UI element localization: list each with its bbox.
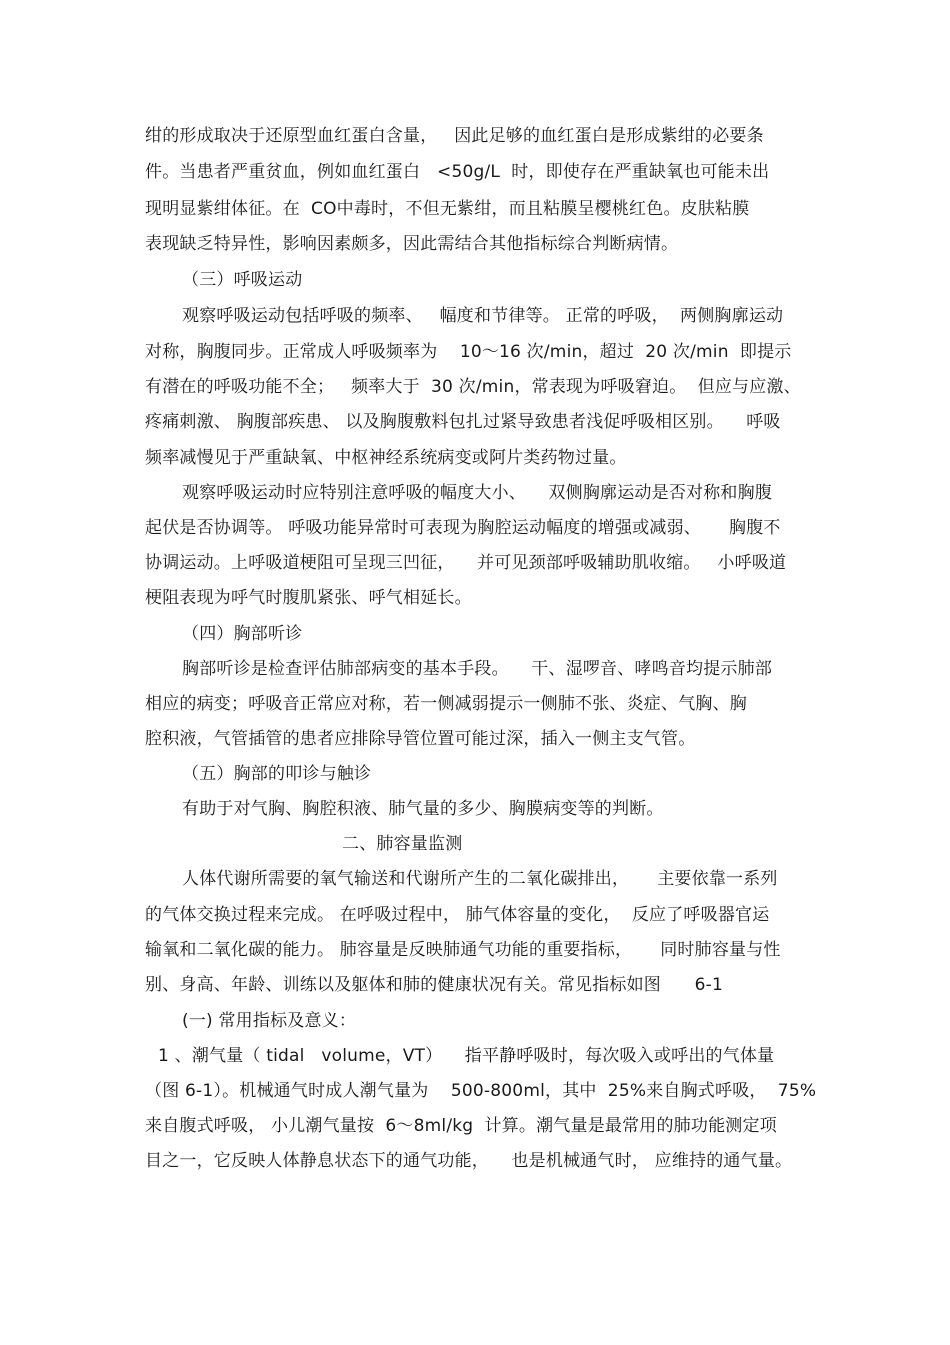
paragraph-line: 对称，胸腹同步。正常成人呼吸频率为 10～16 次/min，超过 20 次/min 即提示 [145,342,792,362]
paragraph-line: 频率减慢见于严重缺氧、中枢神经系统病变或阿片类药物过量。 [145,448,627,468]
paragraph-line: 人体代谢所需要的氧气输送和代谢所产生的二氧化碳排出， 主要依靠一系列 [182,869,778,889]
chapter-heading: 二、肺容量监测 [342,834,463,854]
paragraph-line: 目之一，它反映人体静息状态下的通气功能， 也是机械通气时， 应维持的通气量。 [145,1151,793,1171]
paragraph-line: （图 6-1）。机械通气时成人潮气量为 500-800ml，其中 25%来自胸式呼吸， 75% [145,1081,817,1101]
paragraph-line: 绀的形成取决于还原型血红蛋白含量， 因此足够的血红蛋白是形成紫绀的必要条 [145,126,764,146]
paragraph-line: 别、身高、年龄、训练以及躯体和肺的健康状况有关。常见指标如图 6-1 [145,975,723,995]
paragraph-line: 的气体交换过程来完成。 在呼吸过程中， 肺气体容量的变化， 反应了呼吸器官运 [145,905,770,925]
paragraph-line: 件。当患者严重贫血，例如血红蛋白 <50g/L 时，即使存在严重缺氧也可能未出 [145,162,770,182]
paragraph-line: 协调运动。上呼吸道梗阻可呈现三凹征， 并可见颈部呼吸辅助肌收缩。 小呼吸道 [145,553,787,573]
section-heading: （四）胸部听诊 [182,624,303,644]
paragraph-line: 有助于对气胸、胸腔积液、肺气量的多少、胸膜病变等的判断。 [182,799,664,819]
paragraph-line: 起伏是否协调等。 呼吸功能异常时可表现为胸腔运动幅度的增强或减弱、 胸腹不 [145,518,781,538]
paragraph-line: 疼痛刺激、 胸腹部疾患、 以及胸腹敷料包扎过紧导致患者浅促呼吸相区别。 呼吸 [145,412,781,432]
paragraph-line: 梗阻表现为呼气时腹肌紧张、呼气相延长。 [145,588,472,608]
section-heading: （五）胸部的叩诊与触诊 [182,764,372,784]
paragraph-line: 输氧和二氧化碳的能力。 肺容量是反映肺通气功能的重要指标， 同时肺容量与性 [145,940,781,960]
section-heading: (一) 常用指标及意义： [182,1011,357,1031]
section-heading: （三）呼吸运动 [182,270,303,290]
paragraph-line: 表现缺乏特异性，影响因素颇多，因此需结合其他指标综合判断病情。 [145,234,679,254]
paragraph-line: 腔积液，气管插管的患者应排除导管位置可能过深，插入一侧主支气管。 [145,729,696,749]
paragraph-line: 观察呼吸运动包括呼吸的频率、 幅度和节律等。 正常的呼吸， 两侧胸廓运动 [182,306,784,326]
paragraph-line: 来自腹式呼吸， 小儿潮气量按 6～8ml/kg 计算。潮气量是最常用的肺功能测定项 [145,1116,777,1136]
paragraph-line: 相应的病变；呼吸音正常应对称，若一侧减弱提示一侧肺不张、炎症、气胸、胸 [145,694,747,714]
paragraph-line: 现明显紫绀体征。在 CO中毒时，不但无紫绀，而且粘膜呈樱桃红色。皮肤粘膜 [145,199,750,219]
paragraph-line: 观察呼吸运动时应特别注意呼吸的幅度大小、 双侧胸廓运动是否对称和胸腹 [182,483,773,503]
paragraph-line: 胸部听诊是检查评估肺部病变的基本手段。 干、湿啰音、哮鸣音均提示肺部 [182,659,773,679]
paragraph-line: 有潜在的呼吸功能不全； 频率大于 30 次/min，常表现为呼吸窘迫。 但应与应激、 [145,377,801,397]
paragraph-line: 1 、潮气量（ tidal volume，VT） 指平静呼吸时，每次吸入或呼出的气体量 [158,1046,775,1066]
